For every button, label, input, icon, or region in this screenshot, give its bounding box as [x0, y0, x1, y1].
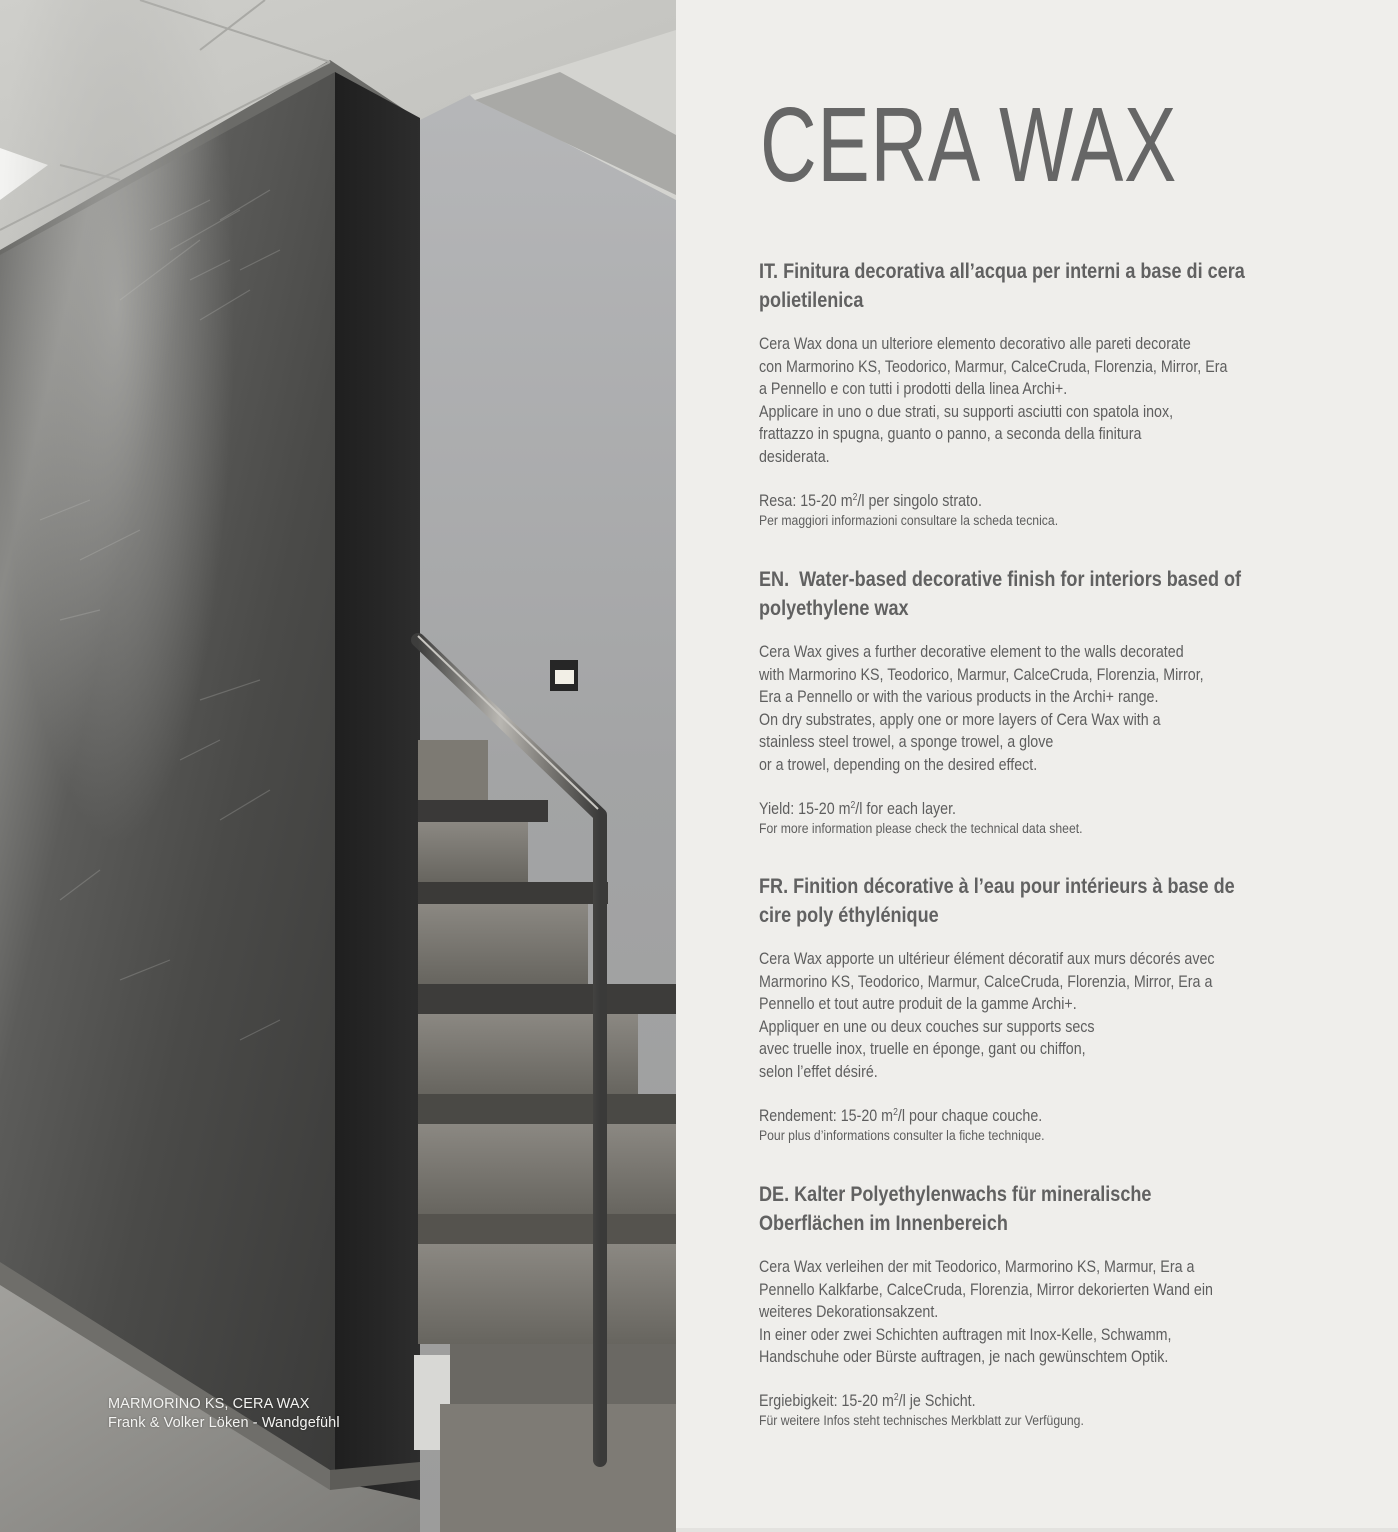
caption-products: MARMORINO KS, CERA WAX — [108, 1396, 310, 1412]
yield-line: Ergiebigkeit: 15-20 $m^2/l$ je Schicht. — [759, 1390, 976, 1410]
section-heading: DE. Kalter Polyethylenwachs für mineralische Oberflächen im Innenbereich — [759, 1183, 1152, 1235]
section-de — [759, 1181, 1319, 1430]
photo-caption — [108, 1395, 340, 1433]
section-body: Cera Wax apporte un ultérieur élément décoratif aux murs décorés avec Marmorino KS, Teodorico, Marmur, CalceCruda, Florenzia, Mirror, Era a Pennello et tout autre produit de la gamme Archi+. Appliquer en une ou deux couches sur supports secs avec truelle inox, truelle en éponge, gant ou chiffon, selon l’effet désiré. — [759, 949, 1215, 1081]
section-heading: EN. Water-based decorative finish for interiors based of polyethylene wax — [759, 568, 1242, 620]
section-body: Cera Wax verleihen der mit Teodorico, Marmorino KS, Marmur, Era a Pennello Kalkfarbe, CalceCruda, Florenzia, Mirror dekorierten Wand ein weiteres Dekorationsakzent. In einer oder zwei Schichten auftragen mit Inox-Kelle, Schwamm, Handschuhe oder Bürste auftragen, je nach gewünschtem Optik. — [759, 1257, 1213, 1367]
technical-sheet-note: Pour plus d’informations consulter la fiche technique. — [759, 1127, 1045, 1144]
section-body: Cera Wax dona un ulteriore elemento decorativo alle pareti decorate con Marmorino KS, Teodorico, Marmur, CalceCruda, Florenzia, Mirror, Era a Pennello e con tutti i prodotti della linea Archi+. Applicare in uno o due strati, su supporti asciutti con spatola inox, frattazzo in spugna, guanto o panno, a seconda della finitura desiderata. — [759, 334, 1228, 466]
section-it — [759, 258, 1319, 530]
section-heading: IT. Finitura decorativa all’acqua per interni a base di cera polietilenica — [759, 260, 1245, 312]
section-body: Cera Wax gives a further decorative element to the walls decorated with Marmorino KS, Teodorico, Marmur, CalceCruda, Florenzia, Mirror, Era a Pennello or with the various products in the Archi+ range. On dry substrates, apply one or more layers of Cera Wax with a stainless steel trowel, a sponge trowel, a glove or a trowel, depending on the desired effect. — [759, 642, 1204, 774]
section-heading: FR. Finition décorative à l’eau pour intérieurs à base de cire poly éthylénique — [759, 875, 1235, 927]
page-bottom-edge — [676, 1528, 1398, 1532]
section-fr — [759, 873, 1319, 1145]
yield-line: Resa: 15-20 $m^2/l$ per singolo strato. — [759, 490, 982, 510]
technical-sheet-note: For more information please check the technical data sheet. — [759, 820, 1083, 837]
yield-line: Rendement: 15-20 $m^2/l$ pour chaque couche. — [759, 1105, 1043, 1125]
section-en — [759, 566, 1319, 838]
caption-credit: Frank & Volker Löken - Wandgefühl — [108, 1415, 340, 1431]
yield-line: Yield: 15-20 $m^2/l$ for each layer. — [759, 798, 957, 818]
product-photo — [0, 0, 676, 1532]
technical-sheet-note: Per maggiori informazioni consultare la scheda tecnica. — [759, 512, 1059, 529]
page-title: CERA WAX — [760, 86, 1178, 204]
staircase-photo-illustration — [0, 0, 676, 1532]
technical-sheet-note: Für weitere Infos steht technisches Merkblatt zur Verfügung. — [759, 1412, 1084, 1429]
